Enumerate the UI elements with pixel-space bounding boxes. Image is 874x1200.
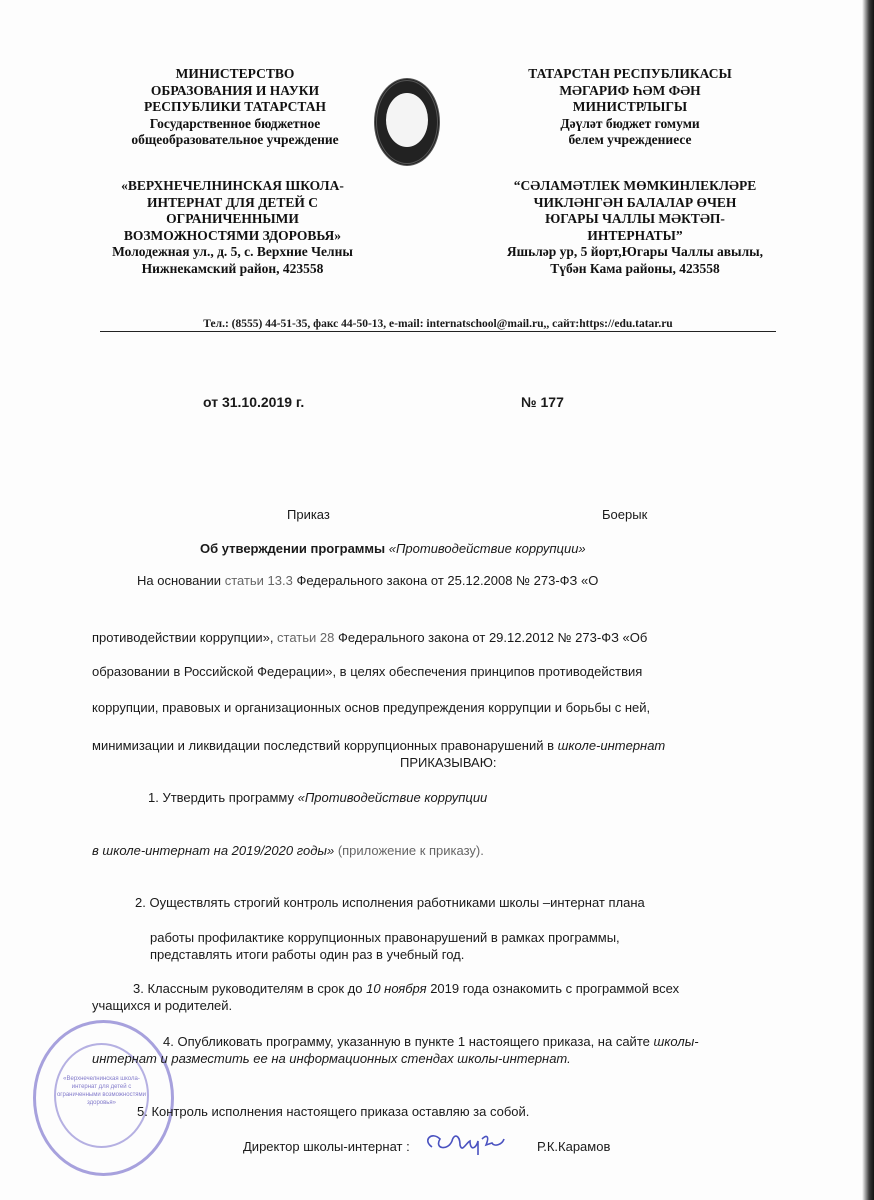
text: На основании: [137, 573, 225, 588]
header-line: Түбән Кама районы, 423558: [550, 260, 720, 276]
order-word: ПРИКАЗЫВАЮ:: [400, 755, 497, 770]
law-reference: статьи 28: [277, 630, 335, 645]
header-line: МИНИСТРЛЫГЫ: [572, 99, 688, 114]
header-line: ЧИКЛӘНГӘН БАЛАЛАР ӨЧЕН: [533, 194, 737, 210]
title-text: Об утверждении программы: [200, 541, 389, 556]
item-1-cont: [92, 843, 484, 858]
body-line: образовании в Российской Федерации», в целях обеспечения принципов противодействия: [92, 664, 643, 679]
order-label-ru: Приказ: [287, 507, 330, 522]
order-date: от 31.10.2019 г.: [203, 394, 305, 410]
text: в школе-интернат на 2019/2020 годы»: [92, 843, 335, 858]
header-line: белем учреждениесе: [568, 132, 692, 147]
header-line: ИНТЕРНАТ ДЛЯ ДЕТЕЙ С: [146, 194, 319, 210]
header-line: Нижнекамский район, 423558: [141, 260, 324, 276]
contact-line: Тел.: (8555) 44-51-35, факс 44-50-13, e-mail: internatschool@mail.ru,, сайт:https://edu.tatar.ru: [100, 318, 776, 332]
text: школы-: [653, 1034, 699, 1049]
header-line: ВОЗМОЖНОСТЯМИ ЗДОРОВЬЯ»: [123, 227, 342, 243]
body-line: [137, 573, 598, 588]
text: школе-интернат: [557, 738, 666, 753]
body-line: [92, 630, 647, 645]
header-line: ЮГАРЫ ЧАЛЛЫ МӘКТӘП-: [545, 211, 725, 226]
signature-label: Директор школы-интернат :: [243, 1139, 410, 1154]
text: минимизации и ликвидации последствий коррупционных правонарушений в: [92, 738, 558, 753]
text: 10 ноября: [366, 981, 427, 996]
director-name: Р.К.Карамов: [537, 1139, 611, 1154]
header-line: Дәүләт бюджет гомуми: [560, 115, 700, 131]
body-line: [92, 738, 665, 753]
header-left-institution: [95, 178, 370, 277]
header-line: Яшьләр ур, 5 йорт,Югары Чаллы авылы,: [506, 244, 764, 259]
text: «Противодействие коррупции: [297, 790, 488, 805]
header-line: Государственное бюджетное: [149, 115, 321, 131]
item-3-cont: учащихся и родителей.: [92, 998, 233, 1013]
header-line: Молодежная ул., д. 5, с. Верхние Челны: [112, 244, 353, 259]
header-line: МИНИСТЕРСТВО: [175, 66, 295, 81]
order-number: № 177: [521, 394, 564, 410]
item-2-cont: работы профилактике коррупционных правонарушений в рамках программы,: [150, 930, 620, 945]
item-2-cont: представлять итоги работы один раз в учебный год.: [150, 947, 465, 962]
text: 3. Классным руководителям в срок до: [133, 981, 367, 996]
text: противодействии коррупции»,: [92, 630, 278, 645]
stamp-text: «Верхнечелнинская школа-интернат для детей с ограниченными возможностями здоровья»: [54, 1043, 149, 1148]
official-stamp: [33, 1020, 174, 1176]
header-line: РЕСПУБЛИКИ ТАТАРСТАН: [144, 99, 326, 114]
text: (приложение к приказу).: [334, 843, 484, 858]
text: 4. Опубликовать программу, указанную в пункте 1 настоящего приказа, на сайте: [163, 1034, 654, 1049]
order-label-tt: Боерык: [602, 507, 648, 522]
header-line: ОГРАНИЧЕННЫМИ: [166, 211, 299, 226]
item-5: 5. Контроль исполнения настоящего приказа оставляю за собой.: [137, 1104, 530, 1119]
text: 1. Утвердить программу: [148, 790, 298, 805]
title-program: «Противодействие коррупции»: [388, 541, 586, 556]
item-4: [163, 1034, 699, 1049]
scan-edge: [862, 0, 874, 1200]
tatarstan-emblem-icon: [374, 78, 440, 166]
item-4-cont: интернат и разместить ее на информационных стендах школы-интернат.: [92, 1051, 571, 1066]
header-line: “СӘЛАМӘТЛЕК МӨМКИНЛЕКЛӘРЕ: [513, 178, 757, 193]
body-line: коррупции, правовых и организационных основ предупреждения коррупции и борьбы с ней,: [92, 700, 651, 715]
header-left: [105, 66, 365, 149]
handwritten-signature-icon: [420, 1125, 520, 1165]
header-line: общеобразовательное учреждение: [131, 132, 339, 147]
text: Федерального закона от 25.12.2008 № 273-ФЗ «О: [292, 573, 599, 588]
header-line: МӘГАРИФ ҺӘМ ФӘН: [559, 82, 701, 98]
order-title: [200, 541, 586, 556]
header-line: ИНТЕРНАТЫ”: [587, 227, 683, 243]
item-3: [133, 981, 679, 996]
header-right: [505, 66, 755, 149]
header-line: ОБРАЗОВАНИЯ И НАУКИ: [150, 82, 320, 98]
text: Федерального закона от 29.12.2012 № 273-ФЗ «Об: [334, 630, 648, 645]
text: 2019 года ознакомить с программой всех: [426, 981, 680, 996]
header-line: ТАТАРСТАН РЕСПУБЛИКАСЫ: [528, 66, 732, 81]
header-line: «ВЕРХНЕЧЕЛНИНСКАЯ ШКОЛА-: [121, 178, 344, 193]
item-1: [148, 790, 487, 805]
item-2: 2. Оуществлять строгий контроль исполнения работниками школы –интернат плана: [135, 895, 645, 910]
header-right-institution: [490, 178, 780, 277]
law-reference: статьи 13.3: [224, 573, 293, 588]
